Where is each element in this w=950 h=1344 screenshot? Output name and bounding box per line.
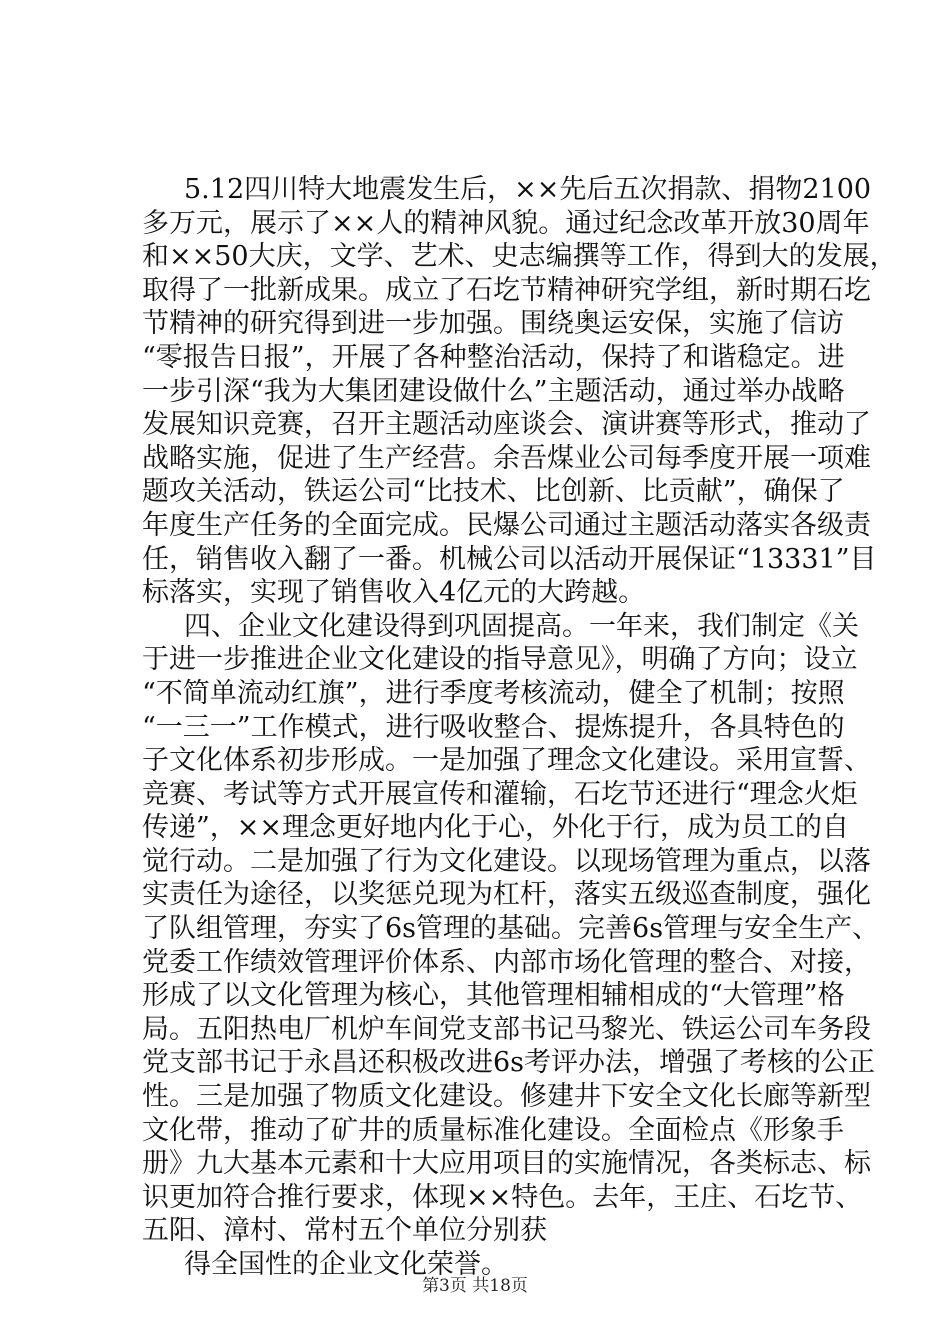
- paragraph-line: 册》九大基本元素和十大应用项目的实施情况，各类标志、标: [142, 1148, 871, 1180]
- paragraph-line: 于进一步推进企业文化建设的指导意见》，明确了方向；设立: [142, 644, 858, 676]
- paragraph-line: 节精神的研究得到进一步加强。围绕奥运安保，实施了信访: [142, 308, 844, 340]
- paragraph-line: 多万元，展示了××人的精神风貌。通过纪念改革开放30周年: [142, 207, 870, 239]
- paragraph-line: 形成了以文化管理为核心，其他管理相辅相成的“大管理”格: [142, 980, 845, 1012]
- paragraph-line: 党支部书记于永昌还积极改进6s考评办法，增强了考核的公正: [142, 1047, 876, 1079]
- paragraph-line: “不简单流动红旗”，进行季度考核流动，健全了机制；按照: [142, 677, 845, 709]
- paragraph-line: 局。五阳热电厂机炉车间党支部书记马黎光、铁运公司车务段: [142, 1013, 871, 1045]
- paragraph-line: 标落实，实现了销售收入4亿元的大跨越。: [142, 577, 646, 609]
- paragraph-line: 了队组管理，夯实了6s管理的基础。完善6s管理与安全生产、: [142, 913, 880, 945]
- paragraph-line: 和××50大庆，文学、艺术、史志编撰等工作，得到大的发展，: [142, 241, 897, 273]
- paragraph-line: 子文化体系初步形成。一是加强了理念文化建设。采用宣誓、: [142, 745, 871, 777]
- paragraph-line: 任，销售收入翻了一番。机械公司以活动开展保证“13331”目: [142, 543, 877, 575]
- paragraph-line: 文化带，推动了矿井的质量标准化建设。全面检点《形象手: [142, 1114, 844, 1146]
- paragraph-line: 实责任为途径，以奖惩兑现为杠杆，落实五级巡查制度，强化: [142, 879, 871, 911]
- paragraph-line: 觉行动。二是加强了行为文化建设。以现场管理为重点，以落: [142, 845, 871, 877]
- paragraph-line: “一三一”工作模式，进行吸收整合、提炼提升，各具特色的: [142, 711, 845, 743]
- paragraph-line: 五阳、漳村、常村五个单位分别获: [142, 1215, 547, 1247]
- paragraph-line: 发展知识竞赛，召开主题活动座谈会、演讲赛等形式，推动了: [142, 409, 871, 441]
- paragraph-line: 一步引深“我为大集团建设做什么”主题活动，通过举办战略: [142, 375, 845, 407]
- paragraph-line: 题攻关活动，铁运公司“比技术、比创新、比贡献”，确保了: [142, 476, 845, 508]
- body-text: [142, 173, 897, 1282]
- paragraph-line: 传递”，××理念更好地内化于心，外化于行，成为员工的自: [142, 812, 850, 844]
- page-number-footer: 第3页 共18页: [422, 1276, 528, 1296]
- paragraph-line: 识更加符合推行要求，体现××特色。去年，王庄、石圪节、: [142, 1181, 863, 1213]
- paragraph-line: 年度生产任务的全面完成。民爆公司通过主题活动落实各级责: [142, 509, 871, 541]
- paragraph-line: 5.12四川特大地震发生后，××先后五次捐款、捐物2100: [184, 174, 872, 205]
- paragraph-line: “零报告日报”，开展了各种整治活动，保持了和谐稳定。进: [142, 341, 845, 373]
- paragraph-line: 党委工作绩效管理评价体系、内部市场化管理的整合、对接，: [142, 946, 871, 978]
- paragraph-line: 战略实施，促进了生产经营。余吾煤业公司每季度开展一项难: [142, 442, 871, 474]
- paragraph-line: 竞赛、考试等方式开展宣传和灌输，石圪节还进行“理念火炬: [142, 778, 858, 810]
- paragraph-line: 四、企业文化建设得到巩固提高。一年来，我们制定《关: [184, 610, 859, 642]
- paragraph-line: 得全国性的企业文化荣誉。: [184, 1249, 508, 1280]
- paragraph-line: 取得了一批新成果。成立了石圪节精神研究学组，新时期石圪: [142, 274, 871, 306]
- paragraph-line: 性。三是加强了物质文化建设。修建井下安全文化长廊等新型: [142, 1081, 871, 1113]
